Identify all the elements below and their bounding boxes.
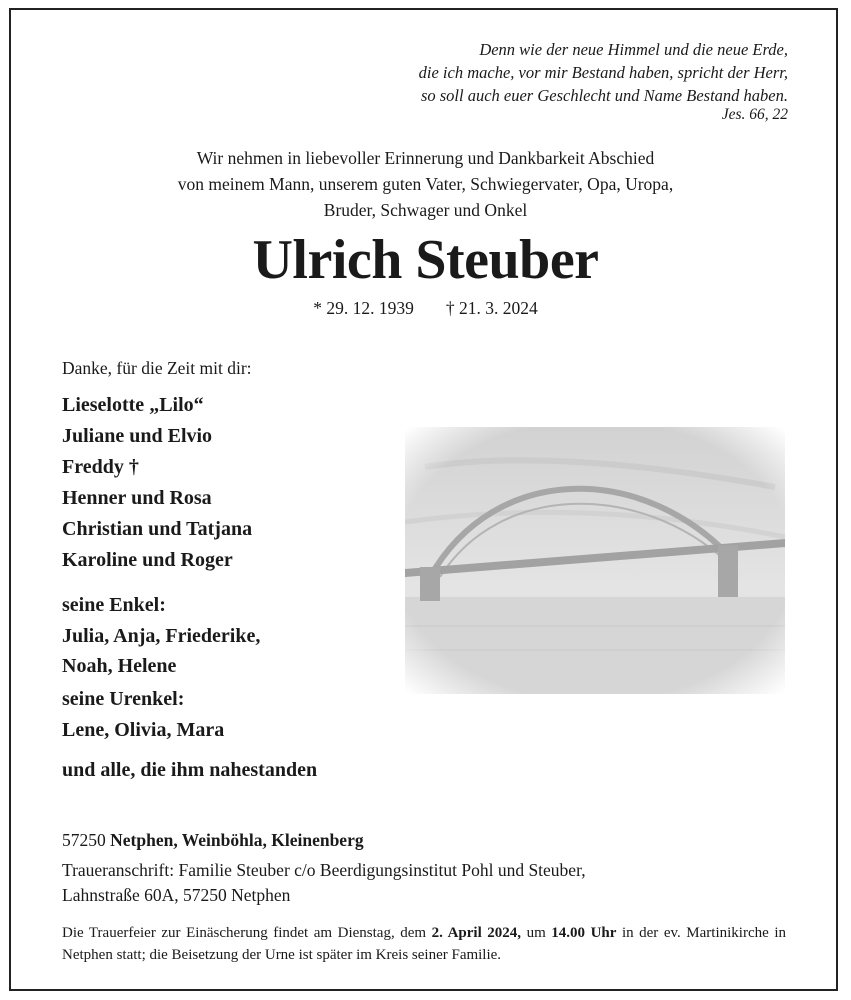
thanks-line: Danke, für die Zeit mit dir: [62,358,252,378]
deceased-name: Ulrich Steuber [252,229,599,291]
birth-date: * 29. 12. 1939 [313,298,414,318]
others-line: und alle, die ihm nahestanden [62,759,318,781]
mourning-address [62,858,762,908]
family-member: Henner und Rosa [62,487,212,509]
family-member: Lieselotte „Lilo“ [62,394,204,416]
zip-code: 57250 [62,830,106,850]
bible-verse [288,38,788,107]
great-grandchildren-names: Lene, Olivia, Mara [62,719,225,741]
life-dates [0,298,851,319]
verse-reference: Jes. 66, 22 [721,106,788,123]
family-list [62,390,252,576]
funeral-date: 2. April 2024, [431,925,522,941]
verse-line: die ich mache, vor mir Bestand haben, spricht der Herr, [418,63,788,82]
great-grandchildren-label: seine Urenkel: [62,688,185,710]
address-line: Traueranschrift: Familie Steuber c/o Beerdigungsinstitut Pohl und Steuber, [62,860,586,880]
intro-line: Bruder, Schwager und Onkel [323,200,528,220]
death-date: † 21. 3. 2024 [445,298,538,318]
intro-line: von meinem Mann, unserem guten Vater, Schwiegervater, Opa, Uropa, [177,174,674,194]
funeral-time: 14.00 Uhr [551,925,617,941]
grandchildren-line: Noah, Helene [62,655,177,677]
place-names: Netphen, Weinböhla, Kleinenberg [110,830,364,850]
bridge-photo [405,427,785,694]
grandchildren-names [62,621,260,681]
verse-line: so soll auch euer Geschlecht und Name Bestand haben. [420,86,788,105]
family-member: Christian und Tatjana [62,518,253,540]
grandchildren-label: seine Enkel: [62,594,166,616]
family-member: Karoline und Roger [62,549,233,571]
family-member: Juliane und Elvio [62,425,213,447]
intro-text [0,145,851,223]
verse-line: Denn wie der neue Himmel und die neue Erde, [479,40,788,59]
funeral-text: um [521,925,552,941]
funeral-text: in der ev. Martinikirche in Netphen statt; die Beisetzung der Urne ist später im Kreis seiner Familie. [62,925,786,963]
address-line: Lahnstraße 60A, 57250 Netphen [62,885,291,905]
funeral-info [62,922,786,966]
intro-line: Wir nehmen in liebevoller Erinnerung und Dankbarkeit Abschied [196,148,655,168]
funeral-text: Die Trauerfeier zur Einäscherung findet am Dienstag, dem [62,925,432,941]
location-line [62,830,364,851]
grandchildren-line: Julia, Anja, Friederike, [62,625,261,647]
family-member: Freddy † [62,456,139,478]
